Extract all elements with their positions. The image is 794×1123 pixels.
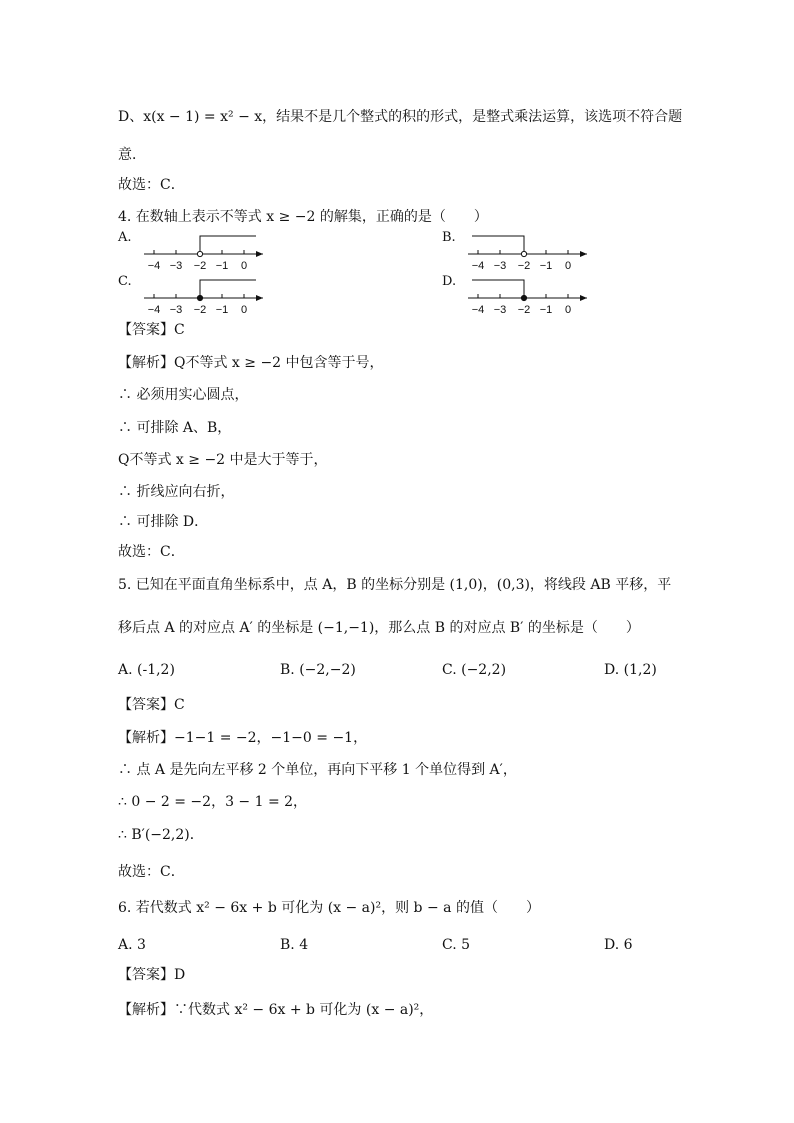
- q6-option-b[interactable]: B. 4: [280, 937, 309, 953]
- number-line-svg: [442, 230, 592, 272]
- q6-option-d[interactable]: D. 6: [604, 937, 633, 953]
- solid-point: [521, 295, 526, 300]
- tick-label: 0: [564, 260, 572, 272]
- tick-label: −2: [193, 260, 207, 272]
- text-line-q3-answer-select: 故选：C．: [118, 177, 185, 193]
- option-label: C.: [118, 274, 132, 289]
- solution-bracket: [200, 236, 256, 251]
- axis-arrow: [256, 295, 263, 301]
- text-line-q4-analysis-4: Q不等式 x ≥ −2 中是大于等于，: [118, 452, 328, 468]
- hollow-point: [197, 251, 202, 256]
- q6-option-c[interactable]: C. 5: [442, 937, 471, 953]
- text-line-q4-analysis-5: ∴ 折线应向右折，: [118, 484, 235, 500]
- tick-label: −2: [517, 260, 531, 272]
- number-line-svg: [442, 274, 592, 316]
- text-line-q5-select: 故选：C．: [118, 864, 185, 880]
- tick-label: −4: [471, 304, 485, 316]
- text-line-q5-analysis-4: ∴ B′(−2,2)．: [118, 827, 204, 843]
- solution-bracket: [472, 280, 524, 295]
- tick-label: −3: [493, 304, 507, 316]
- text-line-d-option: D、x(x − 1) = x² − x，结果不是几个整式的积的形式，是整式乘法运算，该选项不符合题: [118, 109, 683, 125]
- text-line-q6-analysis-1: 【解析】∵代数式 x² − 6x + b 可化为 (x − a)²，: [118, 1002, 434, 1018]
- text-line-q5-analysis-2: ∴ 点 A 是先向左平移 2 个单位，再向下平移 1 个单位得到 A′，: [118, 762, 517, 778]
- text-line-q4-answer: 【答案】C: [118, 322, 185, 338]
- text-line-q6-title: 6. 若代数式 x² − 6x + b 可化为 (x − a)²，则 b − a 的值（ ）: [118, 900, 540, 916]
- number-line-option-b[interactable]: [442, 230, 592, 272]
- number-line-svg: [118, 230, 268, 272]
- tick-label: −4: [471, 260, 485, 272]
- axis-arrow: [256, 251, 263, 257]
- solution-bracket: [472, 236, 524, 251]
- hollow-point: [521, 251, 526, 256]
- option-label: D.: [442, 274, 457, 289]
- tick-label: −2: [517, 304, 531, 316]
- tick-label: −4: [147, 260, 161, 272]
- q5-option-b[interactable]: B. (−2,−2): [280, 662, 356, 678]
- text-line-q5-analysis-1: 【解析】−1−1 = −2，−1−0 = −1，: [118, 730, 368, 746]
- tick-label: 0: [564, 304, 572, 316]
- solid-point: [197, 295, 202, 300]
- axis-arrow: [580, 295, 587, 301]
- q5-option-c[interactable]: C. (−2,2): [442, 662, 507, 678]
- text-line-q5-title-2: 移后点 A 的对应点 A′ 的坐标是 (−1,−1)，那么点 B 的对应点 B′ 的坐标是（ ）: [118, 620, 640, 636]
- text-line-q4-analysis-3: ∴ 可排除 A、B，: [118, 420, 232, 436]
- text-line-q4-analysis-6: ∴ 可排除 D．: [118, 514, 209, 530]
- axis-arrow: [580, 251, 587, 257]
- text-line-q4-analysis-2: ∴ 必须用实心圆点，: [118, 387, 249, 403]
- tick-label: −4: [147, 304, 161, 316]
- tick-label: −1: [539, 260, 553, 272]
- number-line-svg: [118, 274, 268, 316]
- text-line-q5-analysis-3: ∴ 0 − 2 = −2，3 − 1 = 2，: [118, 794, 308, 810]
- tick-label: −1: [215, 260, 229, 272]
- number-line-option-a[interactable]: [118, 230, 268, 272]
- option-label: A.: [118, 230, 132, 245]
- text-line-q5-answer: 【答案】C: [118, 697, 185, 713]
- q6-option-a[interactable]: A. 3: [118, 937, 146, 953]
- number-line-option-d[interactable]: [442, 274, 592, 316]
- tick-label: −3: [169, 304, 183, 316]
- option-label: B.: [442, 230, 456, 245]
- tick-label: −1: [539, 304, 553, 316]
- tick-label: −3: [493, 260, 507, 272]
- text-line-q4-analysis-1: 【解析】Q不等式 x ≥ −2 中包含等于号，: [118, 355, 384, 371]
- text-line-q6-answer: 【答案】D: [118, 967, 186, 983]
- q5-option-d[interactable]: D. (1,2): [604, 662, 657, 678]
- tick-label: 0: [240, 260, 248, 272]
- solution-bracket: [200, 280, 256, 295]
- number-line-option-c[interactable]: [118, 274, 268, 316]
- tick-label: 0: [240, 304, 248, 316]
- q5-option-a[interactable]: A. (-1,2): [118, 662, 175, 678]
- tick-label: −1: [215, 304, 229, 316]
- text-line-d-option-cont: 意．: [118, 147, 146, 163]
- text-line-q5-title-1: 5. 已知在平面直角坐标系中，点 A，B 的坐标分别是 (1,0)，(0,3)，将线段 AB 平移，平: [118, 577, 672, 593]
- text-line-q4-title: 4. 在数轴上表示不等式 x ≥ −2 的解集，正确的是（ ）: [118, 209, 488, 225]
- text-line-q4-select: 故选：C．: [118, 544, 185, 560]
- tick-label: −2: [193, 304, 207, 316]
- tick-label: −3: [169, 260, 183, 272]
